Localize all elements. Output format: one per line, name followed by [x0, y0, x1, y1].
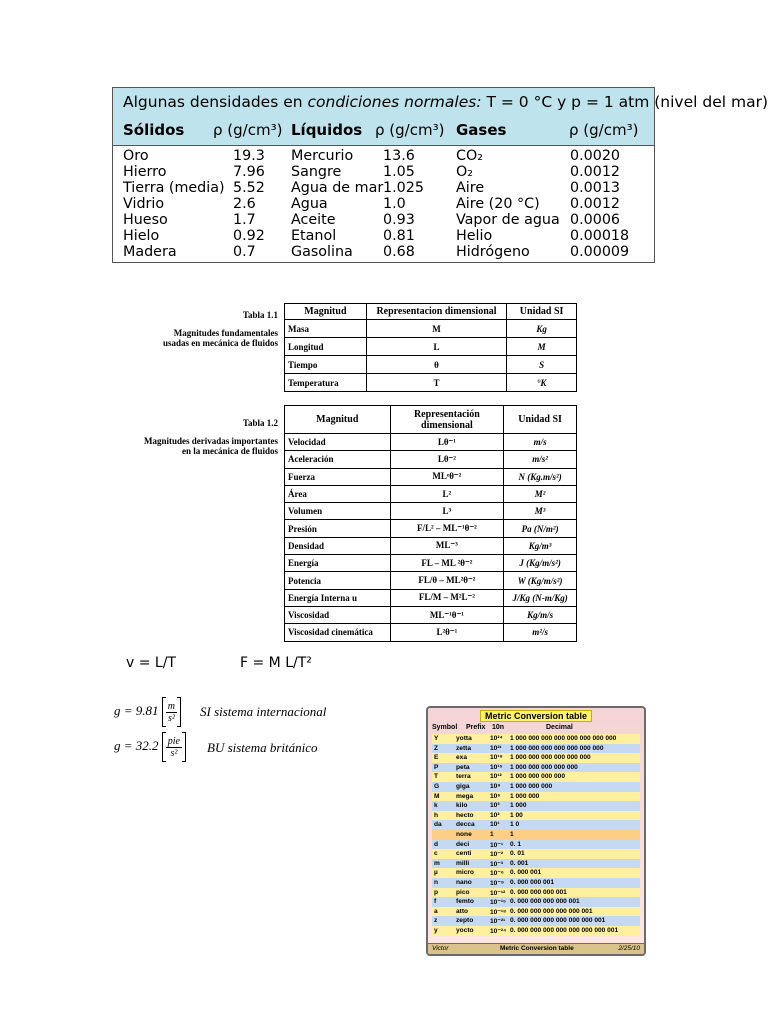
- density-row: [113, 196, 654, 212]
- metric-cell-sym: m: [434, 859, 440, 867]
- density-cell-l: Gasolina: [291, 244, 353, 260]
- tabla12-cell: L²: [390, 485, 504, 502]
- tabla12-cell: Velocidad: [285, 434, 391, 451]
- metric-cell-sym: d: [434, 840, 439, 848]
- g-si-description: SI sistema internacional: [200, 704, 327, 719]
- metric-cell-sym: n: [434, 878, 439, 886]
- metric-cell-sym: y: [434, 926, 438, 934]
- density-cell-gv: 0.0020: [570, 148, 621, 164]
- density-cell-g: Aire: [456, 180, 485, 196]
- tabla11-number: Tabla 1.1: [242, 310, 278, 320]
- density-cell-l: Agua: [291, 196, 328, 212]
- metric-conversion-table: Metric Conversion table Symbol Prefix 10n Decimal Y yotta 10²⁴ 1 000 000 000 000 000 000 000 000 Z zetta 10²¹ 1 000 000 000 000 000 000 000 E exa 10¹⁸ 1 000 000 000 000 000 000 P peta 10¹⁵ 1 000 000 000 000 000 T terra 10¹² 1 000 000 000 000 G giga 10⁹ 1 000 000 000 M mega 10⁶ 1 000 000 k kilo 10³ 1 000 h hecto 10² 1 00 da decca 10¹ 1 0 none 1 1 d deci 10⁻¹ 0. 1 c centi 10⁻² 0. 01 m milli 10⁻³ 0. 001 µ micro 10⁻⁶ 0. 000 001 n nano 10⁻⁹ 0. 000 000 001 p pico 10⁻¹² 0. 000 000 000 001 f femto 10⁻¹⁵ 0. 000 000 000 000 001 a atto 10⁻¹⁸ 0. 000 000 000 000 000 001 z zepto 10⁻²¹ 0. 000 000 000 000 000 000 001 y yocto 10⁻²⁴ 0. 000 000 000 000 000 000 000 001 Victor Metric Conversion table 2/25/10: [426, 706, 646, 956]
- metric-cell-pow: 10²⁴: [490, 735, 503, 742]
- metric-row: [432, 753, 640, 763]
- metric-cell-prefix: hecto: [456, 811, 474, 819]
- metric-row: [432, 840, 640, 850]
- metric-cell-prefix: yocto: [456, 926, 474, 934]
- tabla11-header-row: [285, 304, 577, 320]
- metric-cell-pow: 10⁻⁶: [490, 870, 504, 878]
- metric-cell-dec: 0. 000 000 000 000 000 000 001: [510, 917, 606, 925]
- density-cell-lv: 1.05: [383, 164, 415, 180]
- force-formula: F = M L/T²: [240, 655, 312, 671]
- metric-cell-sym: a: [434, 907, 438, 915]
- density-cell-lv: 0.81: [383, 228, 415, 244]
- tabla12-cell: ML⁻³: [390, 537, 504, 554]
- density-cell-l: Agua de mar: [291, 180, 384, 196]
- tabla12-header-cell: Magnitud: [285, 406, 391, 434]
- metric-row: [432, 888, 640, 898]
- metric-cell-dec: 0. 000 000 000 000 000 001: [510, 907, 593, 915]
- density-cell-s: Oro: [123, 148, 149, 164]
- metric-cell-prefix: femto: [456, 898, 474, 906]
- metric-row: [432, 820, 640, 830]
- density-row: [113, 212, 654, 228]
- tabla12-caption: [140, 418, 278, 456]
- table-row: [285, 374, 577, 392]
- table-row: [285, 451, 577, 468]
- tabla12-cell: Aceleración: [285, 451, 391, 468]
- metric-cell-dec: 1 000 000 000 000: [510, 773, 566, 781]
- table-row: [285, 468, 577, 485]
- density-cell-s: Hueso: [123, 212, 168, 228]
- table-row: [285, 338, 577, 356]
- metric-cell-sym: h: [434, 811, 439, 819]
- density-cell-sv: 0.7: [233, 244, 256, 260]
- density-cell-g: Helio: [456, 228, 493, 244]
- tabla12-cell: J (Kg/m/s²): [504, 555, 577, 572]
- density-cell-gv: 0.0006: [570, 212, 621, 228]
- densities-rows: [113, 148, 654, 260]
- metric-cell-pow: 10⁻¹⁸: [490, 908, 507, 916]
- metric-cell-sym: T: [434, 773, 439, 781]
- table-row: [285, 434, 577, 451]
- tabla12-cell: FL/θ – ML²θ⁻²: [390, 572, 504, 589]
- metric-cell-dec: 1 000 000 000 000 000: [510, 763, 578, 771]
- metric-cell-pow: 10¹⁸: [490, 754, 503, 762]
- metric-cell-dec: 1 000 000 000 000 000 000 000 000: [510, 735, 617, 742]
- tabla11-cell: Longitud: [285, 338, 367, 356]
- g-bu-formula: g = 32.2 $\frac{\text{pie}}{\text{s²}}$: [114, 732, 186, 762]
- metric-row: [432, 878, 640, 888]
- density-cell-sv: 0.92: [233, 228, 265, 244]
- tabla11-header-cell: Representacion dimensional: [366, 304, 506, 320]
- metric-cell-sym: da: [434, 821, 442, 829]
- metric-cell-dec: 0. 01: [510, 850, 525, 858]
- header-liquids: Líquidos: [291, 121, 363, 139]
- tabla11-cell: Masa: [285, 320, 367, 338]
- header-gases: Gases: [456, 121, 507, 139]
- metric-cell-sym: E: [434, 754, 439, 762]
- tabla11-header-cell: Unidad SI: [507, 304, 577, 320]
- density-cell-g: Hidrógeno: [456, 244, 530, 260]
- table-row: [285, 485, 577, 502]
- table-row: [285, 503, 577, 520]
- density-cell-gv: 0.0012: [570, 164, 621, 180]
- tabla12-cell: Kg/m³: [504, 537, 577, 554]
- tabla12-cell: Densidad: [285, 537, 391, 554]
- tabla11-caption-text: Magnitudes fundamentales usadas en mecánica de fluidos: [162, 328, 278, 348]
- tabla12-cell: Potencia: [285, 572, 391, 589]
- density-cell-sv: 7.96: [233, 164, 265, 180]
- tabla12-cell: M²: [504, 485, 577, 502]
- density-cell-g: Vapor de agua: [456, 212, 560, 228]
- metric-cell-sym: z: [434, 917, 438, 925]
- density-cell-gv: 0.00009: [570, 244, 630, 260]
- tabla12-cell: MLᵉθ⁻²: [390, 468, 504, 485]
- tabla12-cell: Volumen: [285, 503, 391, 520]
- density-cell-s: Hielo: [123, 228, 160, 244]
- metric-cell-dec: 1: [510, 830, 514, 838]
- tabla12-cell: Área: [285, 485, 391, 502]
- g-si-formula: g = 9.81 $\frac{m}{\text{s²}}$: [114, 697, 181, 727]
- tabla12-cell: ML⁻¹θ⁻¹: [390, 606, 504, 623]
- g-bu-description: BU sistema británico: [207, 740, 318, 755]
- density-cell-lv: 1.0: [383, 196, 406, 212]
- tabla11-cell: °K: [507, 374, 577, 392]
- metric-footer: Victor Metric Conversion table 2/25/10: [428, 943, 644, 954]
- tabla12-cell: M³: [504, 503, 577, 520]
- metric-cell-pow: 10⁻²¹: [490, 918, 506, 926]
- metric-cell-dec: 0. 1: [510, 840, 521, 848]
- metric-cell-prefix: giga: [456, 782, 470, 790]
- metric-cell-prefix: atto: [456, 907, 469, 915]
- metric-cell-prefix: exa: [456, 754, 468, 762]
- metric-cell-pow: 10⁻²⁴: [490, 927, 507, 935]
- metric-row: [432, 907, 640, 917]
- table-row: [285, 320, 577, 338]
- tabla12-cell: FL/M – M²L⁻²: [390, 589, 504, 606]
- tabla11-table: [284, 303, 577, 392]
- tabla12-cell: Presión: [285, 520, 391, 537]
- density-cell-l: Etanol: [291, 228, 337, 244]
- metric-cell-dec: 1 000: [510, 802, 527, 810]
- metric-row: [432, 926, 640, 936]
- density-cell-sv: 19.3: [233, 148, 265, 164]
- metric-cell-dec: 1 000 000: [510, 792, 540, 800]
- tabla12-cell: F/L² – ML⁻¹θ⁻²: [390, 520, 504, 537]
- metric-row: [432, 782, 640, 792]
- density-cell-lv: 0.68: [383, 244, 415, 260]
- metric-cell-prefix: decca: [456, 821, 475, 829]
- tabla12-caption-text: Magnitudes derivadas importantes en la mecánica de fluidos: [143, 436, 278, 456]
- metric-cell-sym: µ: [434, 869, 438, 877]
- metric-row: [432, 859, 640, 869]
- metric-cell-pow: 10⁻¹⁵: [490, 899, 507, 907]
- tabla12-cell: Pa (N/m²): [504, 520, 577, 537]
- metric-cell-dec: 0. 000 001: [510, 869, 542, 877]
- densities-header: [113, 88, 768, 146]
- density-cell-lv: 13.6: [383, 148, 415, 164]
- tabla12-cell: L³: [390, 503, 504, 520]
- metric-cell-sym: f: [434, 898, 437, 906]
- metric-cell-pow: 10¹⁵: [490, 763, 503, 771]
- metric-cell-dec: 0. 000 000 000 001: [510, 888, 567, 896]
- metric-cell-prefix: mega: [456, 792, 474, 800]
- metric-cell-pow: 10⁻¹: [490, 841, 504, 849]
- density-cell-sv: 2.6: [233, 196, 256, 212]
- metric-row: [432, 830, 640, 840]
- metric-cell-pow: 10⁻¹²: [490, 889, 506, 897]
- metric-row: [432, 897, 640, 907]
- tabla12-header-row: [285, 406, 577, 434]
- metric-cell-prefix: nano: [456, 878, 472, 886]
- header-rho-liquids: ρ (g/cm³): [375, 121, 445, 139]
- table-row: [285, 624, 577, 641]
- header-rho-solids: ρ (g/cm³): [213, 121, 283, 139]
- metric-cell-pow: 10³: [490, 802, 500, 810]
- metric-row: [432, 744, 640, 754]
- densities-table: [112, 87, 768, 263]
- density-cell-s: Tierra (media): [123, 180, 225, 196]
- density-cell-g: O₂: [456, 164, 473, 180]
- tabla11-cell: S: [507, 356, 577, 374]
- velocity-formula: v = L/T: [126, 655, 176, 671]
- metric-cell-sym: P: [434, 763, 439, 771]
- metric-row: [432, 916, 640, 926]
- metric-cell-prefix: centi: [456, 850, 472, 858]
- metric-cell-pow: 10²¹: [490, 744, 502, 752]
- tabla11-cell: Temperatura: [285, 374, 367, 392]
- metric-cell-sym: c: [434, 850, 438, 858]
- tabla12-cell: Viscosidad cinemática: [285, 624, 391, 641]
- metric-cell-sym: k: [434, 802, 438, 810]
- tabla12-cell: Fuerza: [285, 468, 391, 485]
- density-cell-gv: 0.00018: [570, 228, 630, 244]
- metric-cell-sym: Y: [434, 735, 439, 742]
- table-row: [285, 520, 577, 537]
- density-cell-g: CO₂: [456, 148, 483, 164]
- metric-cell-prefix: zetta: [456, 744, 472, 752]
- metric-cell-dec: 1 0: [510, 821, 520, 829]
- tabla12-cell: m/s²: [504, 451, 577, 468]
- tabla12-cell: Energía: [285, 555, 391, 572]
- metric-cell-dec: 0. 000 000 000 000 001: [510, 898, 580, 906]
- density-cell-lv: 0.93: [383, 212, 415, 228]
- tabla12-cell: Viscosidad: [285, 606, 391, 623]
- metric-row: [432, 801, 640, 811]
- metric-cell-prefix: terra: [456, 773, 471, 781]
- density-cell-g: Aire (20 °C): [456, 196, 540, 212]
- density-cell-lv: 1.025: [383, 180, 424, 196]
- metric-cell-pow: 10¹: [490, 821, 500, 829]
- tabla11-cell: Kg: [507, 320, 577, 338]
- density-row: [113, 228, 654, 244]
- tabla11-cell: Tiempo: [285, 356, 367, 374]
- density-cell-gv: 0.0012: [570, 196, 621, 212]
- metric-cell-dec: 1 00: [510, 811, 523, 819]
- metric-cell-dec: 1 000 000 000 000 000 000: [510, 754, 591, 762]
- tabla12-cell: Kg/m/s: [504, 606, 577, 623]
- metric-cell-sym: p: [434, 888, 439, 896]
- tabla12-cell: L²θ⁻¹: [390, 624, 504, 641]
- metric-row: [432, 734, 640, 744]
- table-row: [285, 589, 577, 606]
- density-row: [113, 244, 654, 260]
- density-row: [113, 180, 654, 196]
- metric-cell-prefix: pico: [456, 888, 470, 896]
- tabla12-header-cell: Representación dimensional: [390, 406, 504, 434]
- density-cell-s: Hierro: [123, 164, 167, 180]
- tabla11-cell: L: [366, 338, 506, 356]
- tabla12-header-cell: Unidad SI: [504, 406, 577, 434]
- table-row: [285, 555, 577, 572]
- metric-row: [432, 763, 640, 773]
- table-row: [285, 356, 577, 374]
- metric-cell-pow: 10⁻²: [490, 851, 504, 859]
- densities-title: Algunas densidades en condiciones normales: T = 0 °C y p = 1 atm (nivel del mar): [123, 93, 768, 111]
- metric-row: [432, 849, 640, 859]
- metric-cell-pow: 10⁻³: [490, 860, 504, 868]
- metric-row: [432, 811, 640, 821]
- metric-cell-prefix: deci: [456, 840, 470, 848]
- tabla12-cell: m²/s: [504, 624, 577, 641]
- metric-cell-pow: 10⁹: [490, 782, 501, 790]
- metric-row: [432, 868, 640, 878]
- density-cell-l: Mercurio: [291, 148, 354, 164]
- table-row: [285, 537, 577, 554]
- tabla12-cell: Lθ⁻¹: [390, 434, 504, 451]
- tabla12-cell: FL – ML ²θ⁻²: [390, 555, 504, 572]
- metric-cell-dec: 1 000 000 000 000 000 000 000: [510, 744, 604, 752]
- header-rho-gases: ρ (g/cm³): [569, 121, 639, 139]
- table-row: [285, 606, 577, 623]
- metric-cell-dec: 0. 000 000 000 000 000 000 000 001: [510, 926, 619, 934]
- density-row: [113, 164, 654, 180]
- density-cell-s: Vidrio: [123, 196, 165, 212]
- metric-cell-pow: 10⁻⁹: [490, 879, 504, 887]
- density-cell-l: Aceite: [291, 212, 336, 228]
- tabla12-cell: m/s: [504, 434, 577, 451]
- metric-cell-prefix: zepto: [456, 917, 474, 925]
- tabla12-number: Tabla 1.2: [242, 418, 278, 428]
- metric-cell-prefix: milli: [456, 859, 470, 867]
- density-cell-gv: 0.0013: [570, 180, 621, 196]
- metric-rows: [432, 734, 640, 935]
- tabla11-cell: M: [366, 320, 506, 338]
- metric-cell-pow: 10²: [490, 811, 500, 819]
- metric-cell-dec: 0. 000 000 001: [510, 878, 554, 886]
- header-solids: Sólidos: [123, 121, 185, 139]
- tabla12-table: [284, 405, 577, 642]
- tabla12-cell: W (Kg/m/s²): [504, 572, 577, 589]
- tabla11-cell: θ: [366, 356, 506, 374]
- metric-cell-prefix: peta: [456, 763, 470, 771]
- metric-cell-pow: 1: [490, 830, 494, 838]
- metric-row: [432, 792, 640, 802]
- metric-cell-prefix: none: [456, 830, 472, 838]
- tabla12-cell: Lθ⁻²: [390, 451, 504, 468]
- metric-cell-sym: M: [434, 792, 440, 800]
- tabla12-cell: Energía Interna u: [285, 589, 391, 606]
- density-cell-sv: 1.7: [233, 212, 256, 228]
- density-cell-sv: 5.52: [233, 180, 265, 196]
- metric-cell-pow: 10¹²: [490, 773, 502, 781]
- metric-cell-dec: 1 000 000 000: [510, 782, 553, 790]
- metric-row: [432, 772, 640, 782]
- tabla11-header-cell: Magnitud: [285, 304, 367, 320]
- metric-cell-prefix: kilo: [456, 802, 468, 810]
- tabla11-cell: M: [507, 338, 577, 356]
- table-row: [285, 572, 577, 589]
- tabla12-cell: J/Kg (N-m/Kg): [504, 589, 577, 606]
- density-cell-l: Sangre: [291, 164, 342, 180]
- tabla12-cell: N (Kg.m/s²): [504, 468, 577, 485]
- density-row: [113, 148, 654, 164]
- metric-title: Metric Conversion table: [428, 711, 644, 721]
- metric-cell-sym: Z: [434, 744, 439, 752]
- metric-cell-prefix: yotta: [456, 735, 472, 742]
- metric-cell-dec: 0. 001: [510, 859, 529, 867]
- metric-cell-sym: G: [434, 782, 440, 790]
- metric-cell-prefix: micro: [456, 869, 474, 877]
- metric-cell-pow: 10⁶: [490, 792, 501, 800]
- tabla11-cell: T: [366, 374, 506, 392]
- tabla11-caption: [150, 310, 278, 348]
- density-cell-s: Madera: [123, 244, 177, 260]
